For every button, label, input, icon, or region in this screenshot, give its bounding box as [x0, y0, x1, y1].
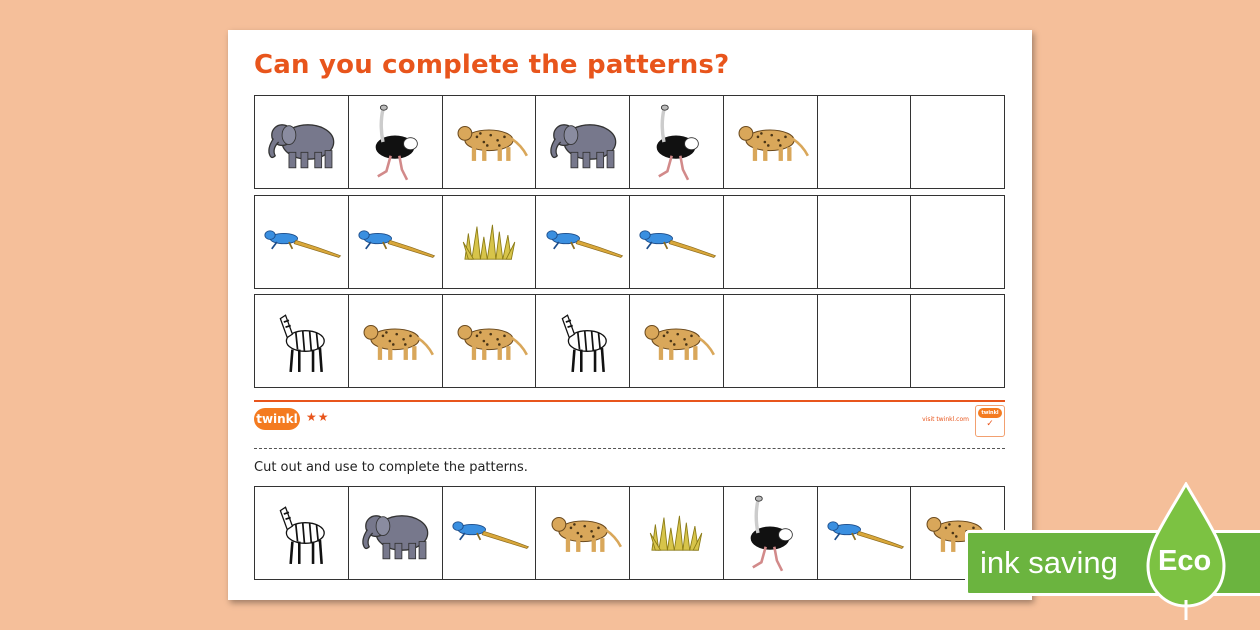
check-icon: ✓: [986, 419, 994, 429]
zebra-icon: [258, 490, 344, 576]
pattern-cell-lizard: [536, 196, 630, 288]
pattern-cell-empty[interactable]: [911, 96, 1004, 188]
eco-label: Eco: [1158, 545, 1212, 577]
cutout-cell-ostrich[interactable]: [724, 487, 818, 579]
cutout-cell-elephant[interactable]: [349, 487, 443, 579]
pattern-cell-empty[interactable]: [911, 196, 1004, 288]
visit-link: visit twinkl.com: [922, 416, 969, 423]
difficulty-stars: ★★: [306, 410, 330, 424]
pattern-cell-cheetah: [630, 295, 724, 387]
pattern-row-1: [254, 95, 1005, 189]
lizard-icon: [540, 199, 626, 285]
ink-saving-label: ink saving: [980, 545, 1118, 580]
cutout-cell-zebra[interactable]: [255, 487, 349, 579]
elephant-icon: [352, 490, 438, 576]
pattern-cell-zebra: [536, 295, 630, 387]
pattern-cell-zebra: [255, 295, 349, 387]
ostrich-icon: [633, 99, 719, 185]
pattern-row-3: [254, 294, 1005, 388]
pattern-cell-empty[interactable]: [818, 295, 912, 387]
pattern-cell-lizard: [630, 196, 724, 288]
pattern-cell-cheetah: [349, 295, 443, 387]
lizard-icon: [633, 199, 719, 285]
cutout-cell-lizard[interactable]: [443, 487, 537, 579]
zebra-icon: [540, 298, 626, 384]
pattern-row-2: [254, 195, 1005, 289]
pattern-cell-elephant: [536, 96, 630, 188]
cheetah-icon: [352, 298, 438, 384]
worksheet-title: Can you complete the patterns?: [254, 50, 730, 80]
elephant-icon: [258, 99, 344, 185]
cheetah-icon: [446, 298, 532, 384]
pattern-cell-ostrich: [630, 96, 724, 188]
cutout-cell-lizard[interactable]: [818, 487, 912, 579]
pattern-cell-empty[interactable]: [724, 196, 818, 288]
grass-icon: [633, 490, 719, 576]
pattern-cell-cheetah: [724, 96, 818, 188]
pattern-cell-empty[interactable]: [911, 295, 1004, 387]
lizard-icon: [352, 199, 438, 285]
cutout-cell-cheetah[interactable]: [536, 487, 630, 579]
twinkl-logo: twinkl: [254, 408, 300, 430]
pattern-cell-lizard: [349, 196, 443, 288]
pattern-cell-ostrich: [349, 96, 443, 188]
pattern-cell-cheetah: [443, 96, 537, 188]
pattern-cell-empty[interactable]: [724, 295, 818, 387]
cheetah-icon: [540, 490, 626, 576]
cutout-row: [254, 486, 1005, 580]
footer-divider: [254, 400, 1005, 402]
pattern-cell-grass: [443, 196, 537, 288]
worksheet: [228, 30, 1032, 600]
ostrich-icon: [727, 490, 813, 576]
lizard-icon: [446, 490, 532, 576]
cut-line: [254, 448, 1005, 449]
pattern-cell-empty[interactable]: [818, 196, 912, 288]
pattern-cell-lizard: [255, 196, 349, 288]
seal-logo: twinkl: [978, 408, 1002, 418]
lizard-icon: [258, 199, 344, 285]
cutout-instruction: Cut out and use to complete the patterns.: [254, 460, 528, 475]
worksheet-footer: [254, 405, 1005, 441]
cutout-cell-grass[interactable]: [630, 487, 724, 579]
quality-seal: [975, 405, 1005, 437]
lizard-icon: [821, 490, 907, 576]
pattern-cell-empty[interactable]: [818, 96, 912, 188]
cheetah-icon: [446, 99, 532, 185]
cheetah-icon: [727, 99, 813, 185]
grass-icon: [446, 199, 532, 285]
cheetah-icon: [633, 298, 719, 384]
elephant-icon: [540, 99, 626, 185]
pattern-cell-cheetah: [443, 295, 537, 387]
pattern-cell-elephant: [255, 96, 349, 188]
ostrich-icon: [352, 99, 438, 185]
zebra-icon: [258, 298, 344, 384]
